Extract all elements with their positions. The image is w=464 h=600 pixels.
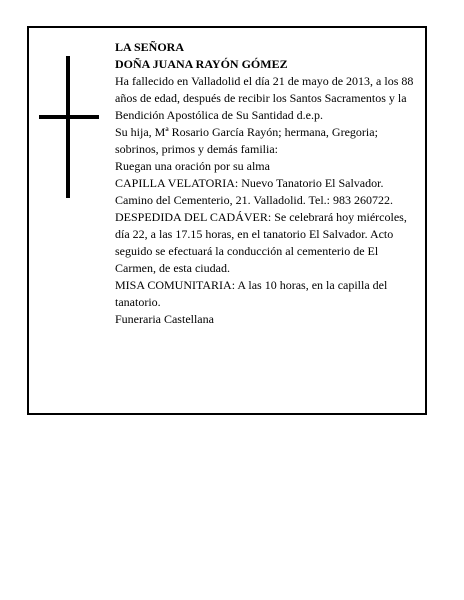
cross-vertical-bar — [66, 56, 70, 198]
cross-horizontal-bar — [39, 115, 99, 119]
latin-cross-icon — [39, 56, 99, 198]
funeral-home: Funeraria Castellana — [115, 312, 214, 326]
chapel-info: CAPILLA VELATORIA: Nuevo Tanatorio El Salvador. Camino del Cementerio, 21. Valladolid. Tel.: 983 260722. — [115, 176, 394, 207]
prayer-request: Ruegan una oración por su alma — [115, 159, 270, 173]
obituary-notice — [27, 26, 427, 415]
obituary-text — [115, 39, 421, 328]
family-members: Su hija, Mª Rosario García Rayón; hermana, Gregoria; sobrinos, primos y demás familia: — [115, 125, 378, 156]
deceased-name: DOÑA JUANA RAYÓN GÓMEZ — [115, 57, 288, 71]
title-line-1: LA SEÑORA — [115, 40, 185, 54]
mass-info: MISA COMUNITARIA: A las 10 horas, en la capilla del tanatorio. — [115, 278, 388, 309]
death-announcement: Ha fallecido en Valladolid el día 21 de mayo de 2013, a los 88 años de edad, después de recibir los Santos Sacramentos y la Bendición Apostólica de Su Santidad d.e.p. — [115, 74, 414, 122]
farewell-info: DESPEDIDA DEL CADÁVER: Se celebrará hoy miércoles, día 22, a las 17.15 horas, en el tanatorio El Salvador. Acto seguido se efectuará la conducción al cementerio de El Carmen, de esta ciudad. — [115, 210, 407, 275]
